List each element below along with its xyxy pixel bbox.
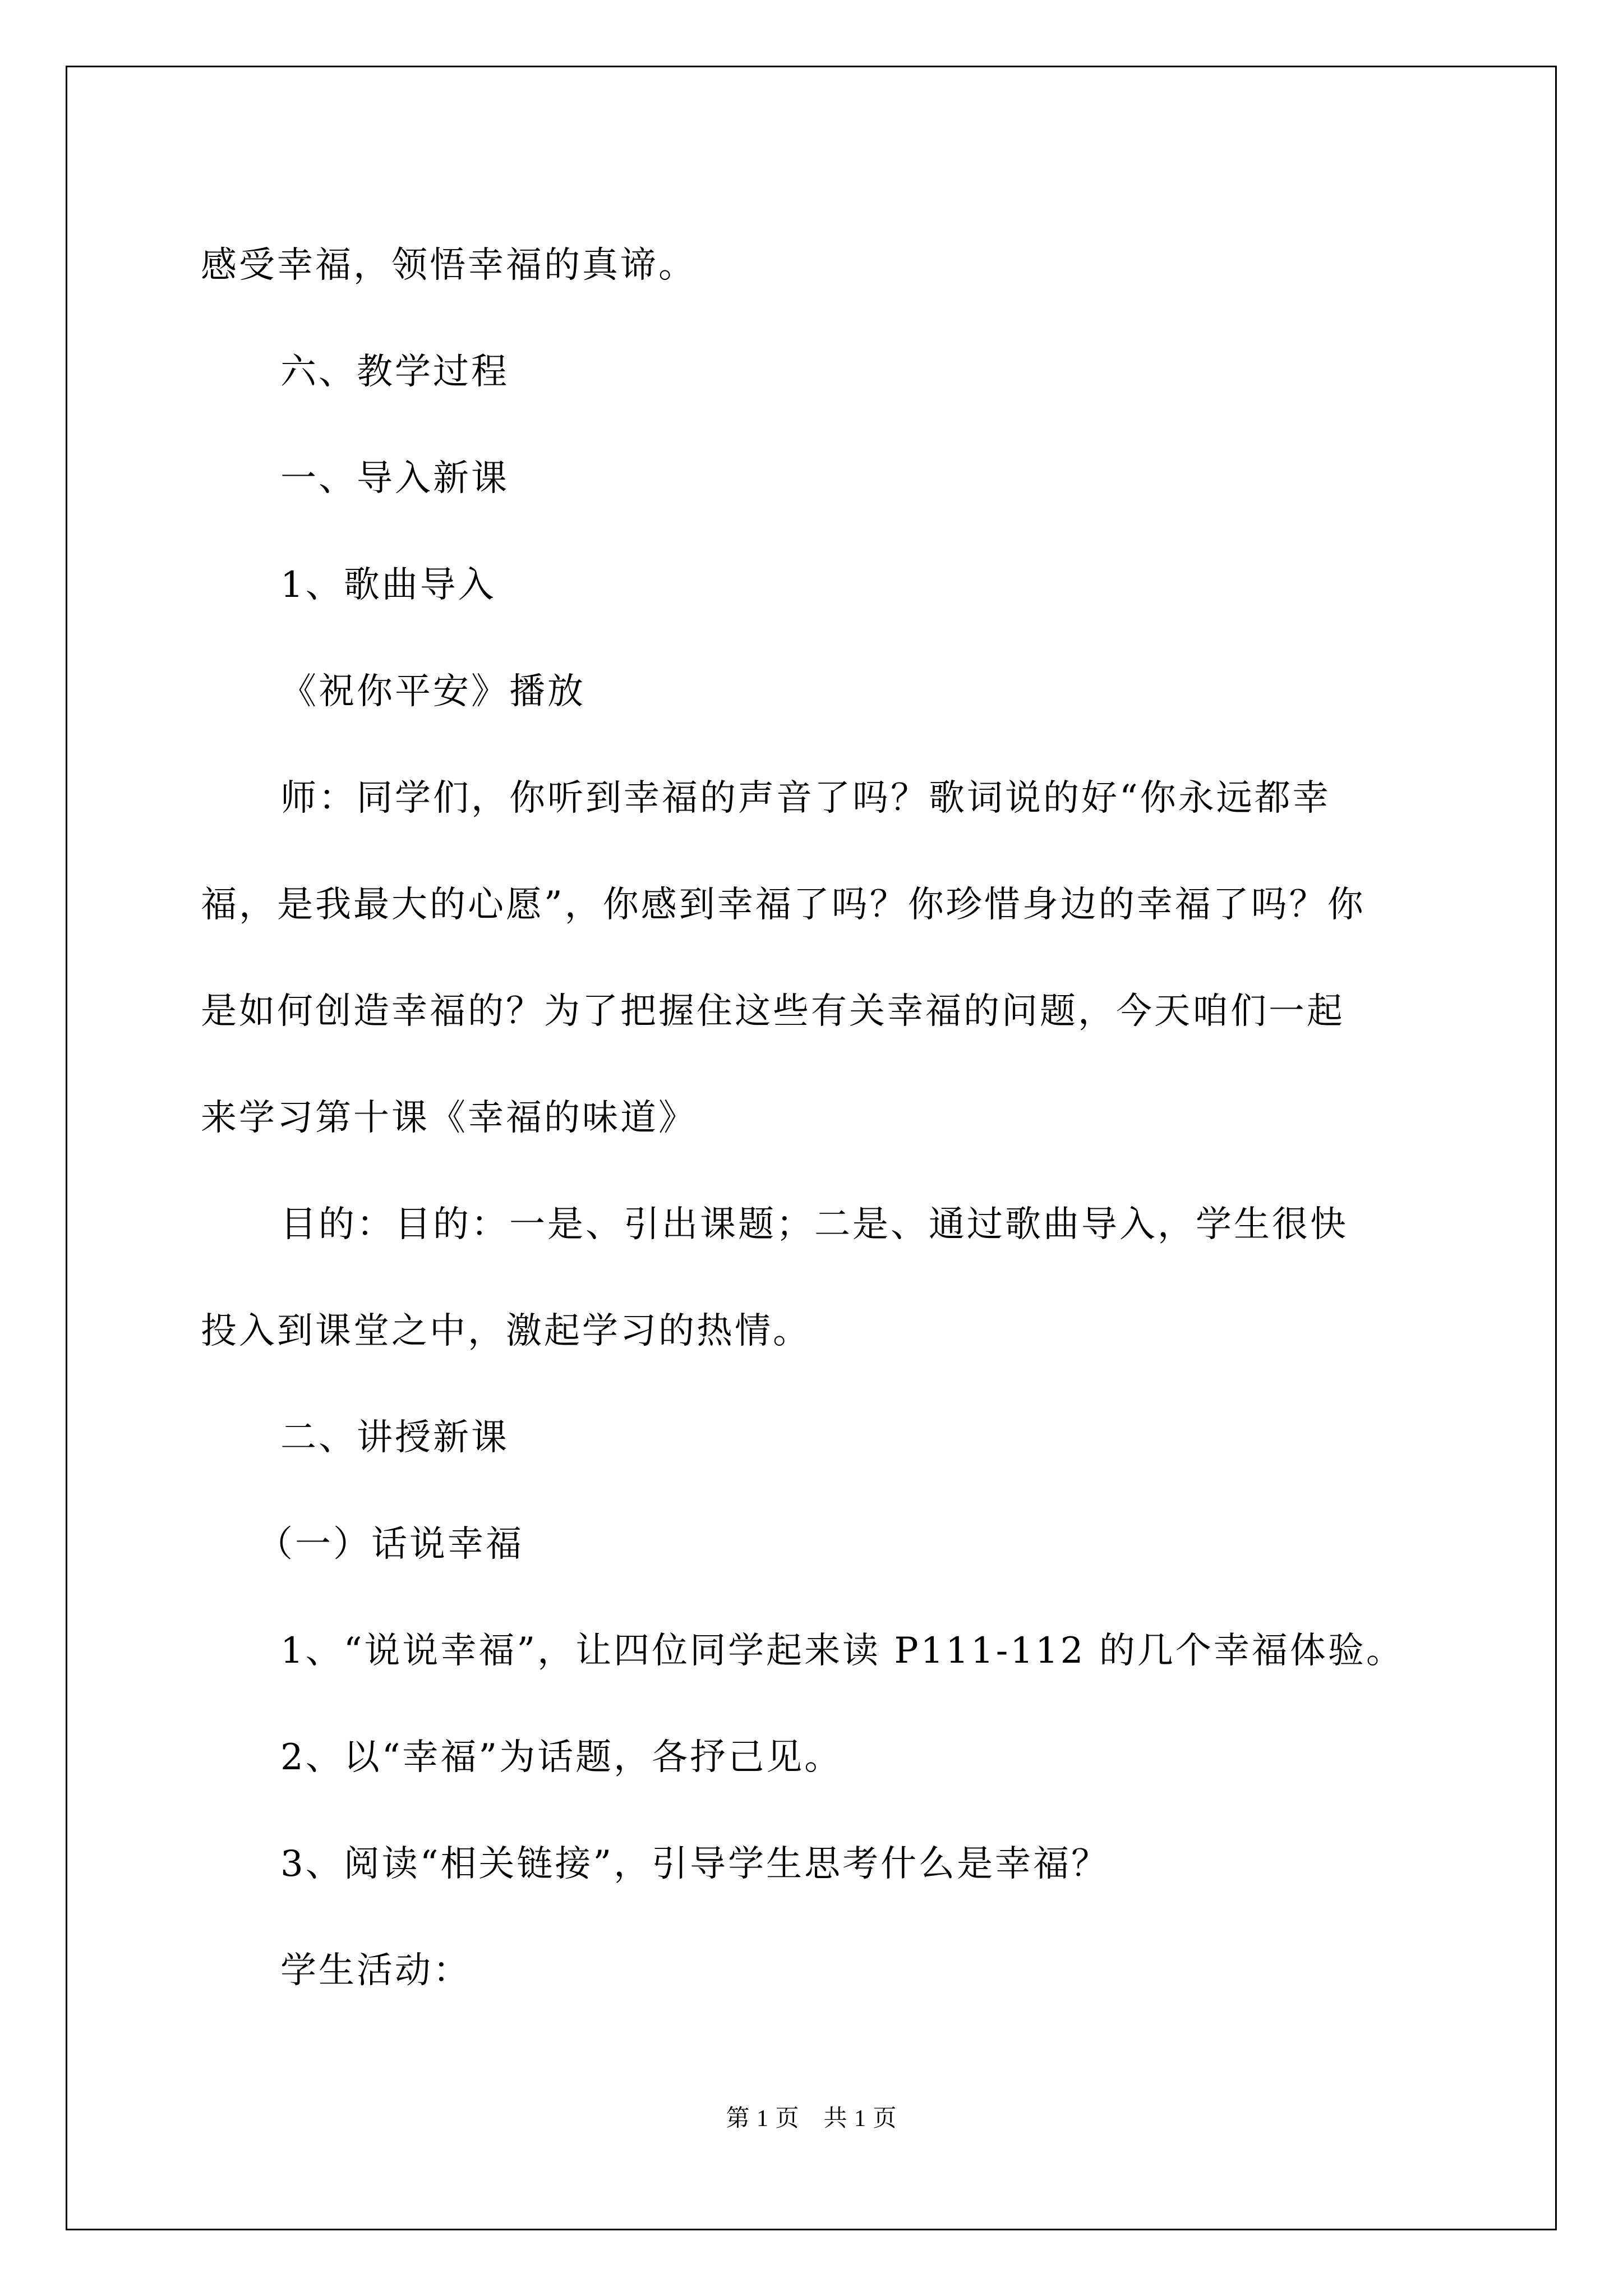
paragraph-line: 《祝你平安》播放 [280, 671, 585, 712]
paragraph-line: 福，是我最大的心愿”，你感到幸福了吗？你珍惜身边的幸福了吗？你 [201, 884, 1366, 926]
section-heading: 六、教学过程 [280, 351, 509, 393]
subsection-heading: （一）话说幸福 [257, 1524, 524, 1565]
paragraph-line: 来学习第十课《幸福的味道》 [201, 1097, 697, 1139]
subsection-heading: 1、歌曲导入 [280, 564, 496, 606]
paragraph-line: 是如何创造幸福的？为了把握住这些有关幸福的问题，今天咱们一起 [201, 991, 1345, 1032]
paragraph-line: 学生活动： [280, 1950, 471, 1991]
section-heading: 二、讲授新课 [280, 1417, 509, 1458]
page-footer: 第 1 页 共 1 页 [726, 2106, 897, 2132]
paragraph-line: 感受幸福，领悟幸福的真谛。 [201, 245, 697, 286]
paragraph-line: 师：同学们，你听到幸福的声音了吗？歌词说的好“你永远都幸 [280, 777, 1331, 819]
paragraph-line: 投入到课堂之中，激起学习的热情。 [201, 1310, 811, 1352]
document-body [201, 212, 1418, 2024]
list-item: 2、以“幸福”为话题，各抒己见。 [280, 1737, 843, 1778]
list-item: 1、“说说幸福”，让四位同学起来读 P111-112 的几个幸福体验。 [280, 1630, 1404, 1672]
section-heading: 一、导入新课 [280, 458, 509, 499]
paragraph-line: 目的：目的：一是、引出课题；二是、通过歌曲导入，学生很快 [280, 1204, 1348, 1245]
list-item: 3、阅读“相关链接”，引导学生思考什么是幸福？ [280, 1843, 1110, 1885]
